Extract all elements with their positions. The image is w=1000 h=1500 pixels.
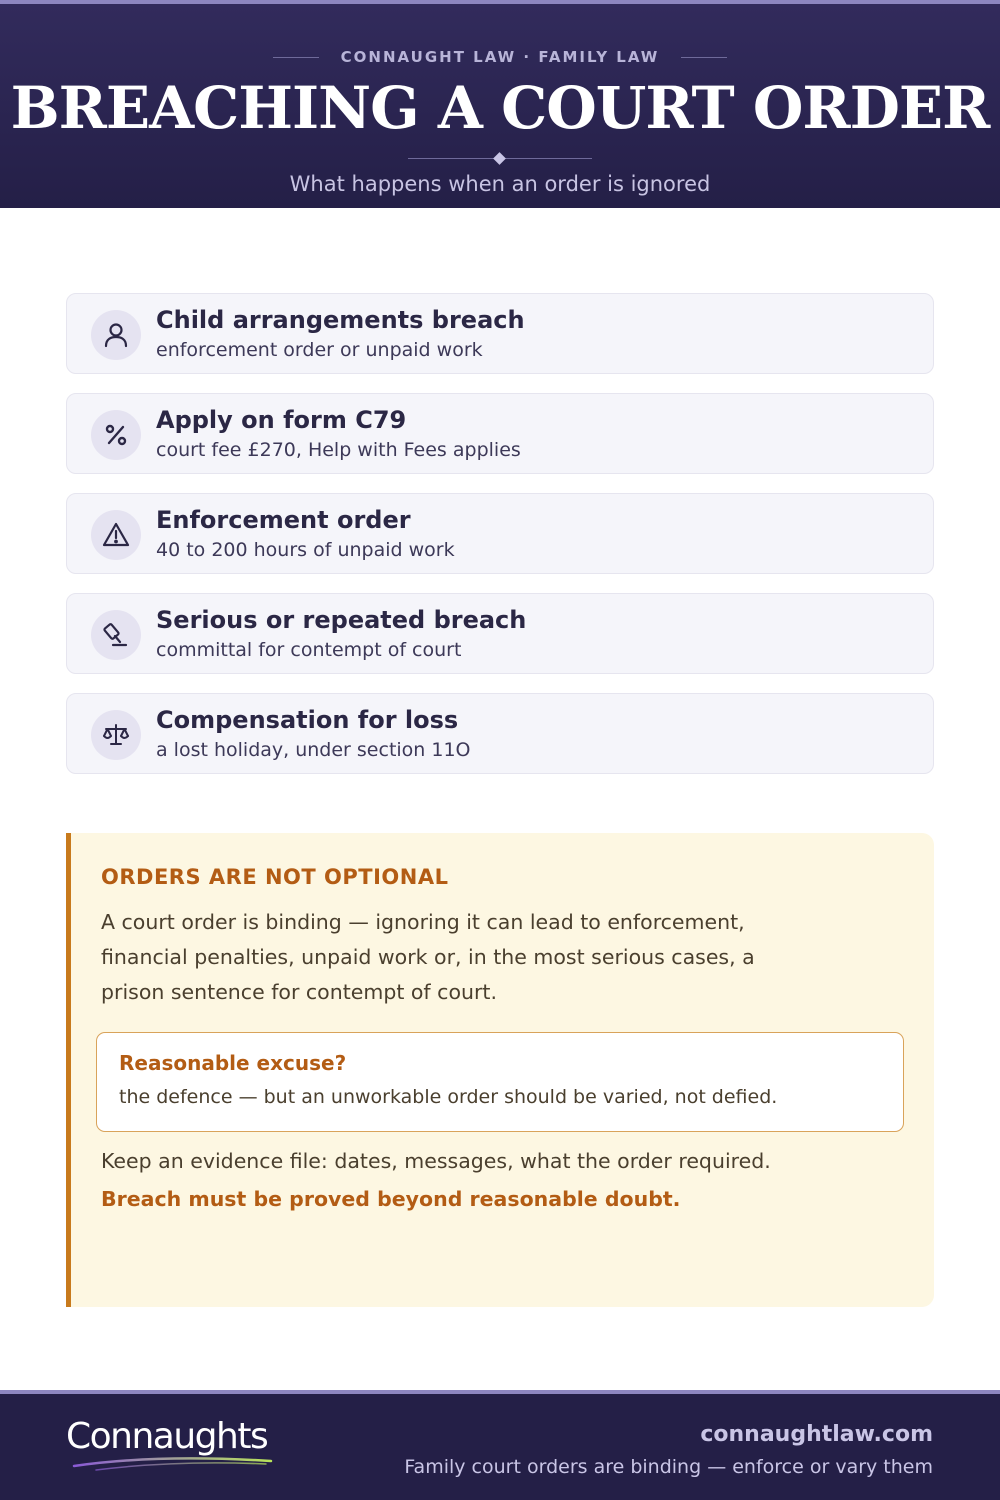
warning-callout [66,833,934,1307]
title-divider [408,152,592,166]
footer [0,1390,1000,1500]
person-icon [91,310,141,360]
card-title: Compensation for loss [156,706,459,734]
card-title: Serious or repeated breach [156,606,527,634]
page-title: BREACHING A COURT ORDER [10,74,990,142]
page-subtitle: What happens when an order is ignored [289,172,711,196]
info-card-list [66,293,934,793]
eyebrow-row [0,48,1000,66]
card-subtitle: a lost holiday, under section 11O [156,739,471,761]
percent-icon [91,410,141,460]
website-link[interactable]: connaughtlaw.com [700,1422,933,1447]
card-child-arrangements [66,293,934,374]
logo-swoosh-icon [66,1452,276,1476]
eyebrow-line-right [681,57,727,58]
card-form-c79 [66,393,934,474]
warning-icon [91,510,141,560]
card-subtitle: court fee £270, Help with Fees applies [156,439,521,461]
eyebrow-line-left [273,57,319,58]
card-subtitle: 40 to 200 hours of unpaid work [156,539,455,561]
callout-heading: ORDERS ARE NOT OPTIONAL [101,865,449,889]
burden-of-proof-note: Breach must be proved beyond reasonable doubt. [101,1187,681,1211]
reasonable-excuse-box [96,1032,904,1132]
diamond-icon [493,152,506,165]
card-title: Enforcement order [156,506,411,534]
logo-text: Connaughts [66,1416,268,1457]
card-serious-breach [66,593,934,674]
card-subtitle: committal for contempt of court [156,639,462,661]
scales-icon [91,710,141,760]
card-compensation [66,693,934,774]
footer-tagline: Family court orders are binding — enforce or vary them [404,1456,933,1478]
box-text: the defence — but an unworkable order should be varied, not defied. [119,1086,778,1108]
gavel-icon [91,610,141,660]
card-subtitle: enforcement order or unpaid work [156,339,483,361]
box-title: Reasonable excuse? [119,1051,347,1075]
header-banner [0,0,1000,208]
callout-body: A court order is binding — ignoring it can lead to enforcement, financial penalties, unpaid work or, in the most serious cases, a prison sentence for contempt of court. [101,910,755,1004]
evidence-note: Keep an evidence file: dates, messages, what the order required. [101,1149,771,1173]
connaughts-logo [66,1416,306,1476]
card-title: Apply on form C79 [156,406,407,434]
card-title: Child arrangements breach [156,306,525,334]
card-enforcement-order [66,493,934,574]
eyebrow-text: CONNAUGHT LAW · FAMILY LAW [340,48,660,66]
